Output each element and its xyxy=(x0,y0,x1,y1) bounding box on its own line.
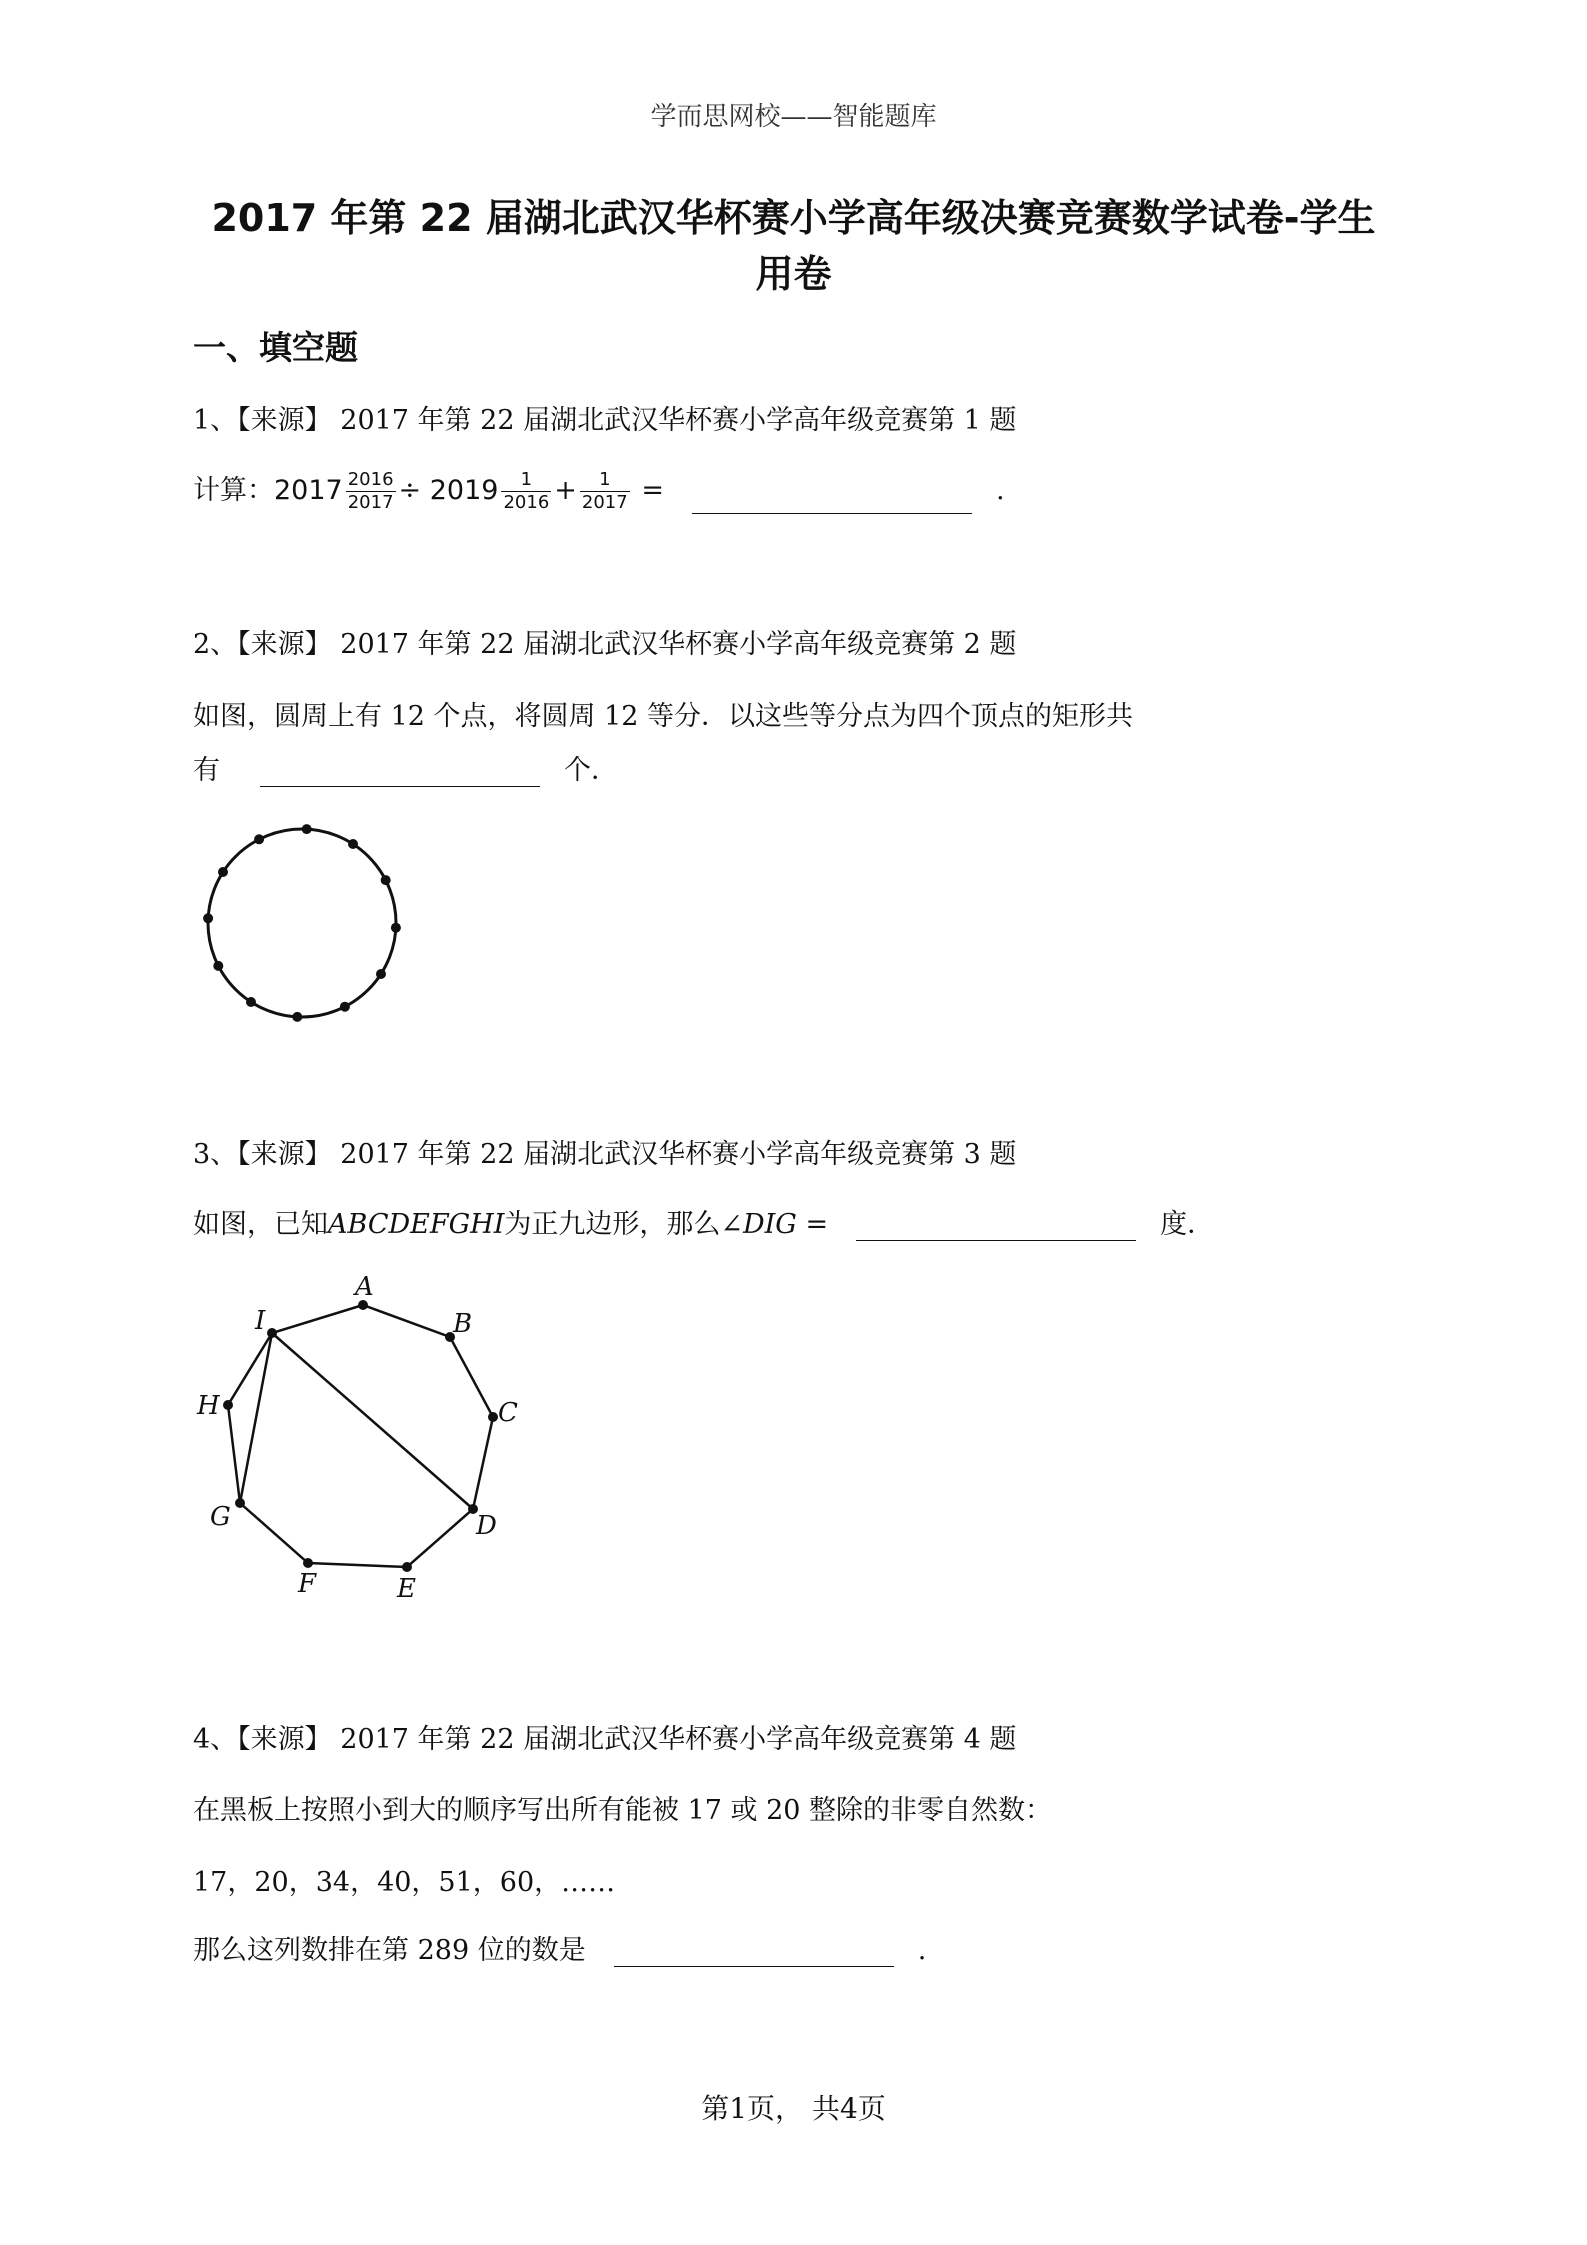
page-header: 学而思网校——智能题库 xyxy=(650,102,937,132)
q3-label-a: A xyxy=(355,1272,374,1302)
q1-frac2 xyxy=(501,469,551,514)
q3-label-e: E xyxy=(397,1574,416,1604)
q1-expression xyxy=(193,468,1005,514)
q4-line1: 在黑板上按照小到大的顺序写出所有能被 17 或 20 整除的非零自然数： xyxy=(193,1795,1053,1826)
title-line-2: 用卷 xyxy=(755,252,832,296)
q3-post: 度． xyxy=(1160,1209,1215,1240)
q4-answer-blank[interactable] xyxy=(614,1936,894,1967)
q4-line2: 17，20，34，40，51，60，…… xyxy=(193,1867,616,1898)
q1-eq: = xyxy=(641,475,664,506)
q2-point xyxy=(348,839,358,849)
q1-n1: 2017 xyxy=(274,475,343,506)
q1-frac2-den: 2016 xyxy=(503,492,550,513)
q3-mid: 为正九边形，那么 xyxy=(504,1209,721,1240)
q4-line3 xyxy=(193,1928,926,1967)
q3-label-g: G xyxy=(210,1502,231,1532)
q1-frac1 xyxy=(346,469,396,514)
q1-frac3-den: 2017 xyxy=(581,492,628,513)
q1-end: . xyxy=(995,475,1005,506)
q3-label-i: I xyxy=(255,1306,266,1336)
q2-point xyxy=(302,824,312,834)
q1-n2: 2019 xyxy=(429,475,499,506)
q2-circle-figure xyxy=(200,815,410,1030)
q3-vertices xyxy=(223,1300,498,1572)
q2-points xyxy=(203,824,401,1022)
q3-statement xyxy=(193,1202,1214,1241)
q2-line2-pre: 有 xyxy=(193,755,220,786)
q2-line1: 如图，圆周上有 12 个点，将圆周 12 等分．以这些等分点为四个顶点的矩形共 xyxy=(193,701,1134,732)
section-heading: 一、填空题 xyxy=(193,328,358,367)
page-title xyxy=(150,190,1437,302)
q3-vertex-e xyxy=(402,1562,412,1572)
q2-point xyxy=(381,875,391,885)
q2-point xyxy=(246,997,256,1007)
q2-line2 xyxy=(193,748,618,787)
q3-label-d: D xyxy=(476,1511,497,1541)
q1-frac3 xyxy=(580,469,630,514)
q3-vertex-c xyxy=(488,1412,498,1422)
q3-pre: 如图，已知 xyxy=(193,1209,328,1240)
q2-point xyxy=(218,867,228,877)
q4-source: 4、【来源】 2017 年第 22 届湖北武汉华杯赛小学高年级竞赛第 4 题 xyxy=(193,1724,1017,1755)
q2-line2-post: 个． xyxy=(564,755,618,786)
q1-frac1-num: 2016 xyxy=(347,469,394,490)
q1-frac3-num: 1 xyxy=(580,469,630,492)
q3-vertex-g xyxy=(235,1498,245,1508)
q2-point xyxy=(340,1002,350,1012)
q3-vertex-h xyxy=(223,1400,233,1410)
q2-point xyxy=(213,961,223,971)
q1-op2: + xyxy=(554,475,577,506)
q2-point xyxy=(254,834,264,844)
q1-frac2-num: 1 xyxy=(501,469,551,492)
q4-line3-post: . xyxy=(917,1935,927,1966)
q3-poly-name: ABCDEFGHI xyxy=(328,1209,505,1240)
q2-point xyxy=(292,1012,302,1022)
q3-nonagon-figure xyxy=(185,1265,535,1610)
q1-source: 1、【来源】 2017 年第 22 届湖北武汉华杯赛小学高年级竞赛第 1 题 xyxy=(193,405,1017,436)
page-footer: 第1页， 共4页 xyxy=(701,2092,886,2125)
q2-point xyxy=(376,969,386,979)
title-line-1: 2017 年第 22 届湖北武汉华杯赛小学高年级决赛竞赛数学试卷-学生 xyxy=(211,196,1376,240)
q2-point xyxy=(391,923,401,933)
q3-vertex-f xyxy=(303,1558,313,1568)
q2-source: 2、【来源】 2017 年第 22 届湖北武汉华杯赛小学高年级竞赛第 2 题 xyxy=(193,629,1017,660)
q1-answer-blank[interactable] xyxy=(692,483,972,514)
q3-answer-blank[interactable] xyxy=(856,1210,1136,1241)
q3-diagonal-id xyxy=(272,1333,473,1509)
q3-source: 3、【来源】 2017 年第 22 届湖北武汉华杯赛小学高年级竞赛第 3 题 xyxy=(193,1139,1017,1170)
q3-vertex-i xyxy=(267,1328,277,1338)
q3-label-b: B xyxy=(453,1309,473,1339)
q1-op1: ÷ xyxy=(398,475,422,506)
q3-label-h: H xyxy=(197,1391,220,1421)
q2-point xyxy=(203,913,213,923)
q2-answer-blank[interactable] xyxy=(260,756,540,787)
q3-label-c: C xyxy=(498,1398,518,1428)
q3-nonagon xyxy=(228,1305,493,1567)
q2-circle xyxy=(208,829,396,1017)
q1-prefix: 计算： xyxy=(193,475,274,506)
q3-label-f: F xyxy=(298,1569,317,1599)
q4-line3-pre: 那么这列数排在第 289 位的数是 xyxy=(193,1935,586,1966)
q1-frac1-den: 2017 xyxy=(347,492,394,513)
q3-angle: ∠DIG = xyxy=(720,1209,829,1240)
